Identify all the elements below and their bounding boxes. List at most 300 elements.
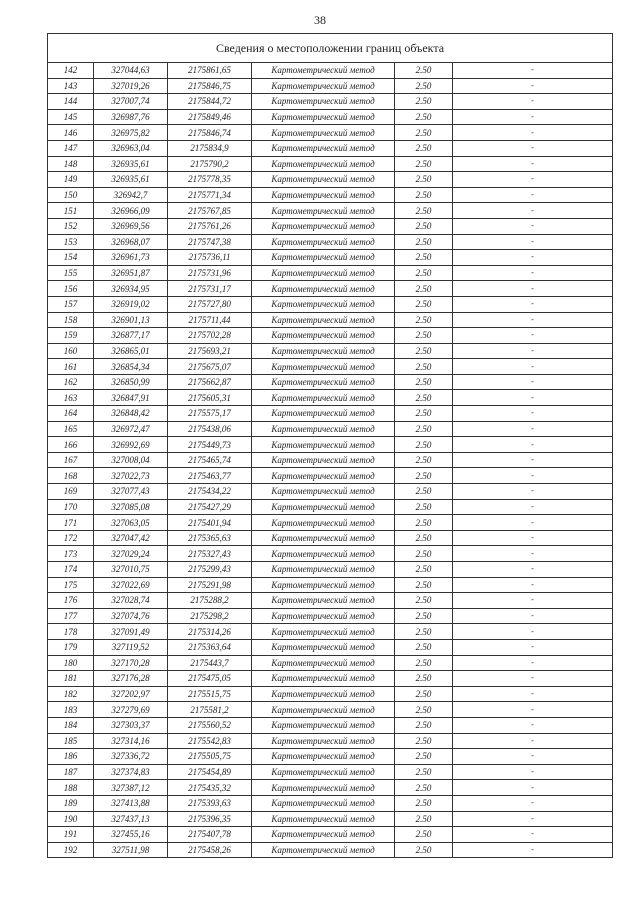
table-row [48, 749, 613, 765]
point-number-cell: 172 [48, 530, 94, 546]
point-number-cell: 150 [48, 187, 94, 203]
x-coordinate-cell: 326935,61 [94, 156, 168, 172]
y-coordinate-cell: 2175560,52 [168, 717, 252, 733]
x-coordinate-cell: 326848,42 [94, 406, 168, 422]
point-number-cell: 155 [48, 265, 94, 281]
method-cell: Картометрический метод [252, 780, 395, 796]
x-coordinate-cell: 327085,08 [94, 499, 168, 515]
accuracy-cell: 2.50 [395, 780, 453, 796]
x-coordinate-cell: 326963,04 [94, 140, 168, 156]
x-coordinate-cell: 327047,42 [94, 530, 168, 546]
accuracy-cell: 2.50 [395, 109, 453, 125]
method-cell: Картометрический метод [252, 811, 395, 827]
point-number-cell: 152 [48, 218, 94, 234]
description-cell: - [453, 717, 613, 733]
point-number-cell: 154 [48, 250, 94, 266]
description-cell: - [453, 827, 613, 843]
point-number-cell: 143 [48, 78, 94, 94]
method-cell: Картометрический метод [252, 265, 395, 281]
point-number-cell: 168 [48, 468, 94, 484]
y-coordinate-cell: 2175515,75 [168, 686, 252, 702]
table-row [48, 562, 613, 578]
method-cell: Картометрический метод [252, 671, 395, 687]
accuracy-cell: 2.50 [395, 530, 453, 546]
accuracy-cell: 2.50 [395, 234, 453, 250]
table-row [48, 140, 613, 156]
x-coordinate-cell: 326901,13 [94, 312, 168, 328]
description-cell: - [453, 234, 613, 250]
method-cell: Картометрический метод [252, 577, 395, 593]
point-number-cell: 181 [48, 671, 94, 687]
x-coordinate-cell: 326919,02 [94, 296, 168, 312]
x-coordinate-cell: 327437,13 [94, 811, 168, 827]
description-cell: - [453, 795, 613, 811]
method-cell: Картометрический метод [252, 203, 395, 219]
y-coordinate-cell: 2175434,22 [168, 484, 252, 500]
accuracy-cell: 2.50 [395, 156, 453, 172]
y-coordinate-cell: 2175458,26 [168, 842, 252, 858]
point-number-cell: 160 [48, 343, 94, 359]
y-coordinate-cell: 2175465,74 [168, 452, 252, 468]
point-number-cell: 180 [48, 655, 94, 671]
table-row [48, 359, 613, 375]
point-number-cell: 149 [48, 172, 94, 188]
method-cell: Картометрический метод [252, 842, 395, 858]
point-number-cell: 189 [48, 795, 94, 811]
table-row [48, 717, 613, 733]
description-cell: - [453, 811, 613, 827]
description-cell: - [453, 515, 613, 531]
y-coordinate-cell: 2175454,89 [168, 764, 252, 780]
method-cell: Картометрический метод [252, 515, 395, 531]
table-row [48, 125, 613, 141]
table-row [48, 515, 613, 531]
method-cell: Картометрический метод [252, 281, 395, 297]
x-coordinate-cell: 326961,73 [94, 250, 168, 266]
x-coordinate-cell: 327170,28 [94, 655, 168, 671]
y-coordinate-cell: 2175365,63 [168, 530, 252, 546]
table-body [48, 63, 613, 858]
point-number-cell: 169 [48, 484, 94, 500]
description-cell: - [453, 359, 613, 375]
page-number: 38 [314, 13, 326, 27]
accuracy-cell: 2.50 [395, 499, 453, 515]
table-row [48, 343, 613, 359]
y-coordinate-cell: 2175427,29 [168, 499, 252, 515]
table-row [48, 671, 613, 687]
x-coordinate-cell: 327336,72 [94, 749, 168, 765]
method-cell: Картометрический метод [252, 437, 395, 453]
method-cell: Картометрический метод [252, 530, 395, 546]
method-cell: Картометрический метод [252, 608, 395, 624]
method-cell: Картометрический метод [252, 234, 395, 250]
method-cell: Картометрический метод [252, 702, 395, 718]
point-number-cell: 186 [48, 749, 94, 765]
point-number-cell: 179 [48, 639, 94, 655]
x-coordinate-cell: 326847,91 [94, 390, 168, 406]
table-row [48, 780, 613, 796]
y-coordinate-cell: 2175846,74 [168, 125, 252, 141]
y-coordinate-cell: 2175844,72 [168, 94, 252, 110]
point-number-cell: 166 [48, 437, 94, 453]
method-cell: Картометрический метод [252, 484, 395, 500]
accuracy-cell: 2.50 [395, 359, 453, 375]
y-coordinate-cell: 2175443,7 [168, 655, 252, 671]
accuracy-cell: 2.50 [395, 624, 453, 640]
x-coordinate-cell: 326951,87 [94, 265, 168, 281]
y-coordinate-cell: 2175314,26 [168, 624, 252, 640]
accuracy-cell: 2.50 [395, 562, 453, 578]
method-cell: Картометрический метод [252, 499, 395, 515]
description-cell: - [453, 530, 613, 546]
table-row [48, 452, 613, 468]
x-coordinate-cell: 327314,16 [94, 733, 168, 749]
method-cell: Картометрический метод [252, 468, 395, 484]
method-cell: Картометрический метод [252, 406, 395, 422]
table-row [48, 577, 613, 593]
description-cell: - [453, 94, 613, 110]
point-number-cell: 188 [48, 780, 94, 796]
table-row [48, 218, 613, 234]
x-coordinate-cell: 327374,83 [94, 764, 168, 780]
accuracy-cell: 2.50 [395, 187, 453, 203]
table-row [48, 156, 613, 172]
accuracy-cell: 2.50 [395, 328, 453, 344]
point-number-cell: 161 [48, 359, 94, 375]
method-cell: Картометрический метод [252, 140, 395, 156]
description-cell: - [453, 109, 613, 125]
accuracy-cell: 2.50 [395, 296, 453, 312]
point-number-cell: 165 [48, 421, 94, 437]
method-cell: Картометрический метод [252, 156, 395, 172]
table-row [48, 608, 613, 624]
accuracy-cell: 2.50 [395, 702, 453, 718]
table-row [48, 187, 613, 203]
description-cell: - [453, 218, 613, 234]
x-coordinate-cell: 327413,88 [94, 795, 168, 811]
x-coordinate-cell: 326935,61 [94, 172, 168, 188]
y-coordinate-cell: 2175542,83 [168, 733, 252, 749]
x-coordinate-cell: 327022,69 [94, 577, 168, 593]
accuracy-cell: 2.50 [395, 546, 453, 562]
method-cell: Картометрический метод [252, 733, 395, 749]
method-cell: Картометрический метод [252, 686, 395, 702]
y-coordinate-cell: 2175435,32 [168, 780, 252, 796]
point-number-cell: 142 [48, 63, 94, 79]
accuracy-cell: 2.50 [395, 94, 453, 110]
accuracy-cell: 2.50 [395, 811, 453, 827]
point-number-cell: 153 [48, 234, 94, 250]
accuracy-cell: 2.50 [395, 125, 453, 141]
point-number-cell: 184 [48, 717, 94, 733]
table-row [48, 390, 613, 406]
y-coordinate-cell: 2175291,98 [168, 577, 252, 593]
accuracy-cell: 2.50 [395, 265, 453, 281]
point-number-cell: 177 [48, 608, 94, 624]
description-cell: - [453, 780, 613, 796]
y-coordinate-cell: 2175662,87 [168, 374, 252, 390]
y-coordinate-cell: 2175849,46 [168, 109, 252, 125]
method-cell: Картометрический метод [252, 328, 395, 344]
method-cell: Картометрический метод [252, 343, 395, 359]
accuracy-cell: 2.50 [395, 749, 453, 765]
description-cell: - [453, 733, 613, 749]
y-coordinate-cell: 2175575,17 [168, 406, 252, 422]
method-cell: Картометрический метод [252, 218, 395, 234]
table-row [48, 312, 613, 328]
description-cell: - [453, 265, 613, 281]
accuracy-cell: 2.50 [395, 733, 453, 749]
y-coordinate-cell: 2175731,17 [168, 281, 252, 297]
boundary-coordinates-table [47, 33, 613, 858]
point-number-cell: 192 [48, 842, 94, 858]
method-cell: Картометрический метод [252, 125, 395, 141]
table-row [48, 328, 613, 344]
description-cell: - [453, 702, 613, 718]
accuracy-cell: 2.50 [395, 140, 453, 156]
table-row [48, 686, 613, 702]
method-cell: Картометрический метод [252, 78, 395, 94]
accuracy-cell: 2.50 [395, 203, 453, 219]
accuracy-cell: 2.50 [395, 172, 453, 188]
method-cell: Картометрический метод [252, 421, 395, 437]
table-row [48, 406, 613, 422]
y-coordinate-cell: 2175834,9 [168, 140, 252, 156]
y-coordinate-cell: 2175299,43 [168, 562, 252, 578]
y-coordinate-cell: 2175463,77 [168, 468, 252, 484]
method-cell: Картометрический метод [252, 374, 395, 390]
method-cell: Картометрический метод [252, 749, 395, 765]
y-coordinate-cell: 2175771,34 [168, 187, 252, 203]
table-title: Сведения о местоположении границ объекта [48, 34, 613, 63]
x-coordinate-cell: 326992,69 [94, 437, 168, 453]
accuracy-cell: 2.50 [395, 842, 453, 858]
x-coordinate-cell: 327044,63 [94, 63, 168, 79]
x-coordinate-cell: 327279,69 [94, 702, 168, 718]
accuracy-cell: 2.50 [395, 577, 453, 593]
description-cell: - [453, 655, 613, 671]
x-coordinate-cell: 326969,56 [94, 218, 168, 234]
description-cell: - [453, 764, 613, 780]
accuracy-cell: 2.50 [395, 63, 453, 79]
point-number-cell: 162 [48, 374, 94, 390]
x-coordinate-cell: 326934,95 [94, 281, 168, 297]
y-coordinate-cell: 2175407,78 [168, 827, 252, 843]
method-cell: Картометрический метод [252, 717, 395, 733]
table-row [48, 639, 613, 655]
description-cell: - [453, 499, 613, 515]
point-number-cell: 156 [48, 281, 94, 297]
x-coordinate-cell: 326942,7 [94, 187, 168, 203]
table-title-row [48, 34, 613, 63]
method-cell: Картометрический метод [252, 296, 395, 312]
x-coordinate-cell: 326865,01 [94, 343, 168, 359]
table-row [48, 234, 613, 250]
x-coordinate-cell: 327007,74 [94, 94, 168, 110]
description-cell: - [453, 608, 613, 624]
accuracy-cell: 2.50 [395, 250, 453, 266]
y-coordinate-cell: 2175327,43 [168, 546, 252, 562]
accuracy-cell: 2.50 [395, 452, 453, 468]
accuracy-cell: 2.50 [395, 218, 453, 234]
method-cell: Картометрический метод [252, 187, 395, 203]
y-coordinate-cell: 2175288,2 [168, 593, 252, 609]
table-row [48, 827, 613, 843]
accuracy-cell: 2.50 [395, 827, 453, 843]
table-row [48, 281, 613, 297]
point-number-cell: 175 [48, 577, 94, 593]
point-number-cell: 191 [48, 827, 94, 843]
accuracy-cell: 2.50 [395, 406, 453, 422]
x-coordinate-cell: 327010,75 [94, 562, 168, 578]
method-cell: Картометрический метод [252, 94, 395, 110]
accuracy-cell: 2.50 [395, 717, 453, 733]
point-number-cell: 167 [48, 452, 94, 468]
table-row [48, 172, 613, 188]
accuracy-cell: 2.50 [395, 686, 453, 702]
y-coordinate-cell: 2175731,96 [168, 265, 252, 281]
point-number-cell: 157 [48, 296, 94, 312]
y-coordinate-cell: 2175363,64 [168, 639, 252, 655]
y-coordinate-cell: 2175449,73 [168, 437, 252, 453]
description-cell: - [453, 593, 613, 609]
table-row [48, 499, 613, 515]
description-cell: - [453, 468, 613, 484]
table-row [48, 250, 613, 266]
description-cell: - [453, 842, 613, 858]
accuracy-cell: 2.50 [395, 343, 453, 359]
method-cell: Картометрический метод [252, 390, 395, 406]
table-row [48, 795, 613, 811]
y-coordinate-cell: 2175727,80 [168, 296, 252, 312]
description-cell: - [453, 281, 613, 297]
point-number-cell: 190 [48, 811, 94, 827]
x-coordinate-cell: 327028,74 [94, 593, 168, 609]
description-cell: - [453, 78, 613, 94]
y-coordinate-cell: 2175778,35 [168, 172, 252, 188]
x-coordinate-cell: 327091,49 [94, 624, 168, 640]
point-number-cell: 183 [48, 702, 94, 718]
point-number-cell: 163 [48, 390, 94, 406]
description-cell: - [453, 140, 613, 156]
method-cell: Картометрический метод [252, 593, 395, 609]
x-coordinate-cell: 326987,76 [94, 109, 168, 125]
description-cell: - [453, 437, 613, 453]
method-cell: Картометрический метод [252, 764, 395, 780]
description-cell: - [453, 63, 613, 79]
table-row [48, 63, 613, 79]
description-cell: - [453, 374, 613, 390]
point-number-cell: 164 [48, 406, 94, 422]
x-coordinate-cell: 326972,47 [94, 421, 168, 437]
table-row [48, 842, 613, 858]
point-number-cell: 145 [48, 109, 94, 125]
point-number-cell: 178 [48, 624, 94, 640]
table-row [48, 374, 613, 390]
point-number-cell: 176 [48, 593, 94, 609]
description-cell: - [453, 421, 613, 437]
x-coordinate-cell: 327022,73 [94, 468, 168, 484]
y-coordinate-cell: 2175861,65 [168, 63, 252, 79]
accuracy-cell: 2.50 [395, 484, 453, 500]
description-cell: - [453, 639, 613, 655]
description-cell: - [453, 686, 613, 702]
point-number-cell: 171 [48, 515, 94, 531]
point-number-cell: 158 [48, 312, 94, 328]
accuracy-cell: 2.50 [395, 374, 453, 390]
y-coordinate-cell: 2175393,63 [168, 795, 252, 811]
description-cell: - [453, 624, 613, 640]
table-row [48, 421, 613, 437]
description-cell: - [453, 452, 613, 468]
method-cell: Картометрический метод [252, 250, 395, 266]
method-cell: Картометрический метод [252, 452, 395, 468]
point-number-cell: 146 [48, 125, 94, 141]
method-cell: Картометрический метод [252, 639, 395, 655]
description-cell: - [453, 562, 613, 578]
x-coordinate-cell: 326966,09 [94, 203, 168, 219]
description-cell: - [453, 749, 613, 765]
method-cell: Картометрический метод [252, 655, 395, 671]
method-cell: Картометрический метод [252, 172, 395, 188]
accuracy-cell: 2.50 [395, 312, 453, 328]
method-cell: Картометрический метод [252, 359, 395, 375]
point-number-cell: 173 [48, 546, 94, 562]
method-cell: Картометрический метод [252, 562, 395, 578]
description-cell: - [453, 296, 613, 312]
method-cell: Картометрический метод [252, 312, 395, 328]
table-row [48, 94, 613, 110]
description-cell: - [453, 390, 613, 406]
x-coordinate-cell: 327029,24 [94, 546, 168, 562]
x-coordinate-cell: 327008,04 [94, 452, 168, 468]
accuracy-cell: 2.50 [395, 78, 453, 94]
y-coordinate-cell: 2175693,21 [168, 343, 252, 359]
method-cell: Картометрический метод [252, 795, 395, 811]
method-cell: Картометрический метод [252, 546, 395, 562]
method-cell: Картометрический метод [252, 109, 395, 125]
table-row [48, 296, 613, 312]
x-coordinate-cell: 327303,37 [94, 717, 168, 733]
y-coordinate-cell: 2175396,35 [168, 811, 252, 827]
point-number-cell: 148 [48, 156, 94, 172]
table-row [48, 624, 613, 640]
description-cell: - [453, 172, 613, 188]
table-row [48, 203, 613, 219]
description-cell: - [453, 484, 613, 500]
accuracy-cell: 2.50 [395, 437, 453, 453]
method-cell: Картометрический метод [252, 827, 395, 843]
y-coordinate-cell: 2175846,75 [168, 78, 252, 94]
x-coordinate-cell: 326850,99 [94, 374, 168, 390]
x-coordinate-cell: 327074,76 [94, 608, 168, 624]
table-row [48, 811, 613, 827]
description-cell: - [453, 203, 613, 219]
y-coordinate-cell: 2175761,26 [168, 218, 252, 234]
description-cell: - [453, 156, 613, 172]
accuracy-cell: 2.50 [395, 468, 453, 484]
y-coordinate-cell: 2175298,2 [168, 608, 252, 624]
y-coordinate-cell: 2175581,2 [168, 702, 252, 718]
table-row [48, 546, 613, 562]
point-number-cell: 185 [48, 733, 94, 749]
description-cell: - [453, 312, 613, 328]
description-cell: - [453, 187, 613, 203]
accuracy-cell: 2.50 [395, 593, 453, 609]
description-cell: - [453, 406, 613, 422]
point-number-cell: 144 [48, 94, 94, 110]
x-coordinate-cell: 326877,17 [94, 328, 168, 344]
